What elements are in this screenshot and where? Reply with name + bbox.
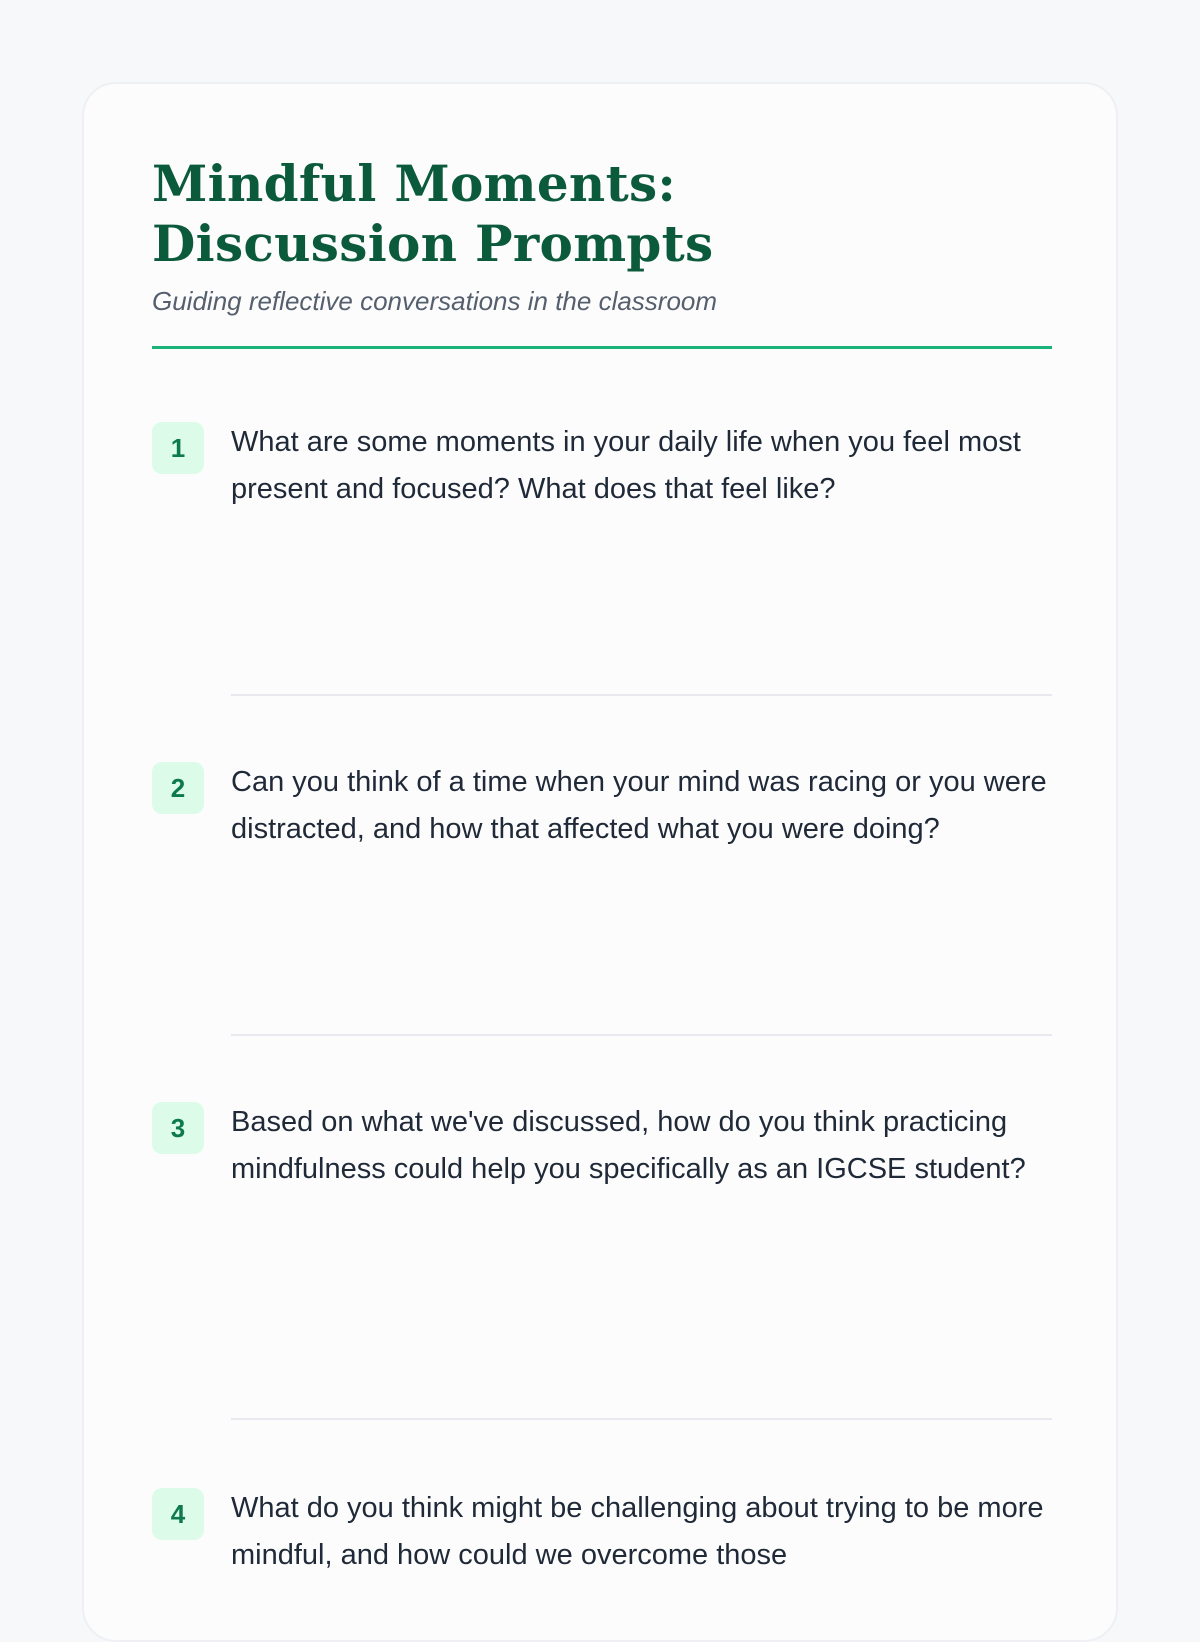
prompt-question: Can you think of a time when your mind was racing or you were distracted, and how that affected what you were doing? xyxy=(231,766,1047,845)
prompt-question: What do you think might be challenging about trying to be more mindful, and how could we overcome those xyxy=(231,1492,1044,1571)
prompt-number-badge: 2 xyxy=(152,762,204,814)
prompt-number-badge: 3 xyxy=(152,1102,204,1154)
prompt-number-badge: 4 xyxy=(152,1488,204,1540)
page-subtitle: Guiding reflective conversations in the classroom xyxy=(152,286,718,316)
worksheet-card xyxy=(82,82,1118,1642)
answer-line xyxy=(231,694,1052,696)
answer-line xyxy=(231,1034,1052,1036)
answer-line xyxy=(231,1418,1052,1420)
prompt-question: What are some moments in your daily life when you feel most present and focused? What does that feel like? xyxy=(231,426,1021,505)
worksheet-header xyxy=(152,154,1052,317)
prompt-question: Based on what we've discussed, how do you think practicing mindfulness could help you specifically as an IGCSE student? xyxy=(231,1106,1026,1185)
page-title: Mindful Moments: Discussion Prompts xyxy=(152,154,714,273)
header-divider xyxy=(152,346,1052,349)
prompt-number-badge: 1 xyxy=(152,422,204,474)
